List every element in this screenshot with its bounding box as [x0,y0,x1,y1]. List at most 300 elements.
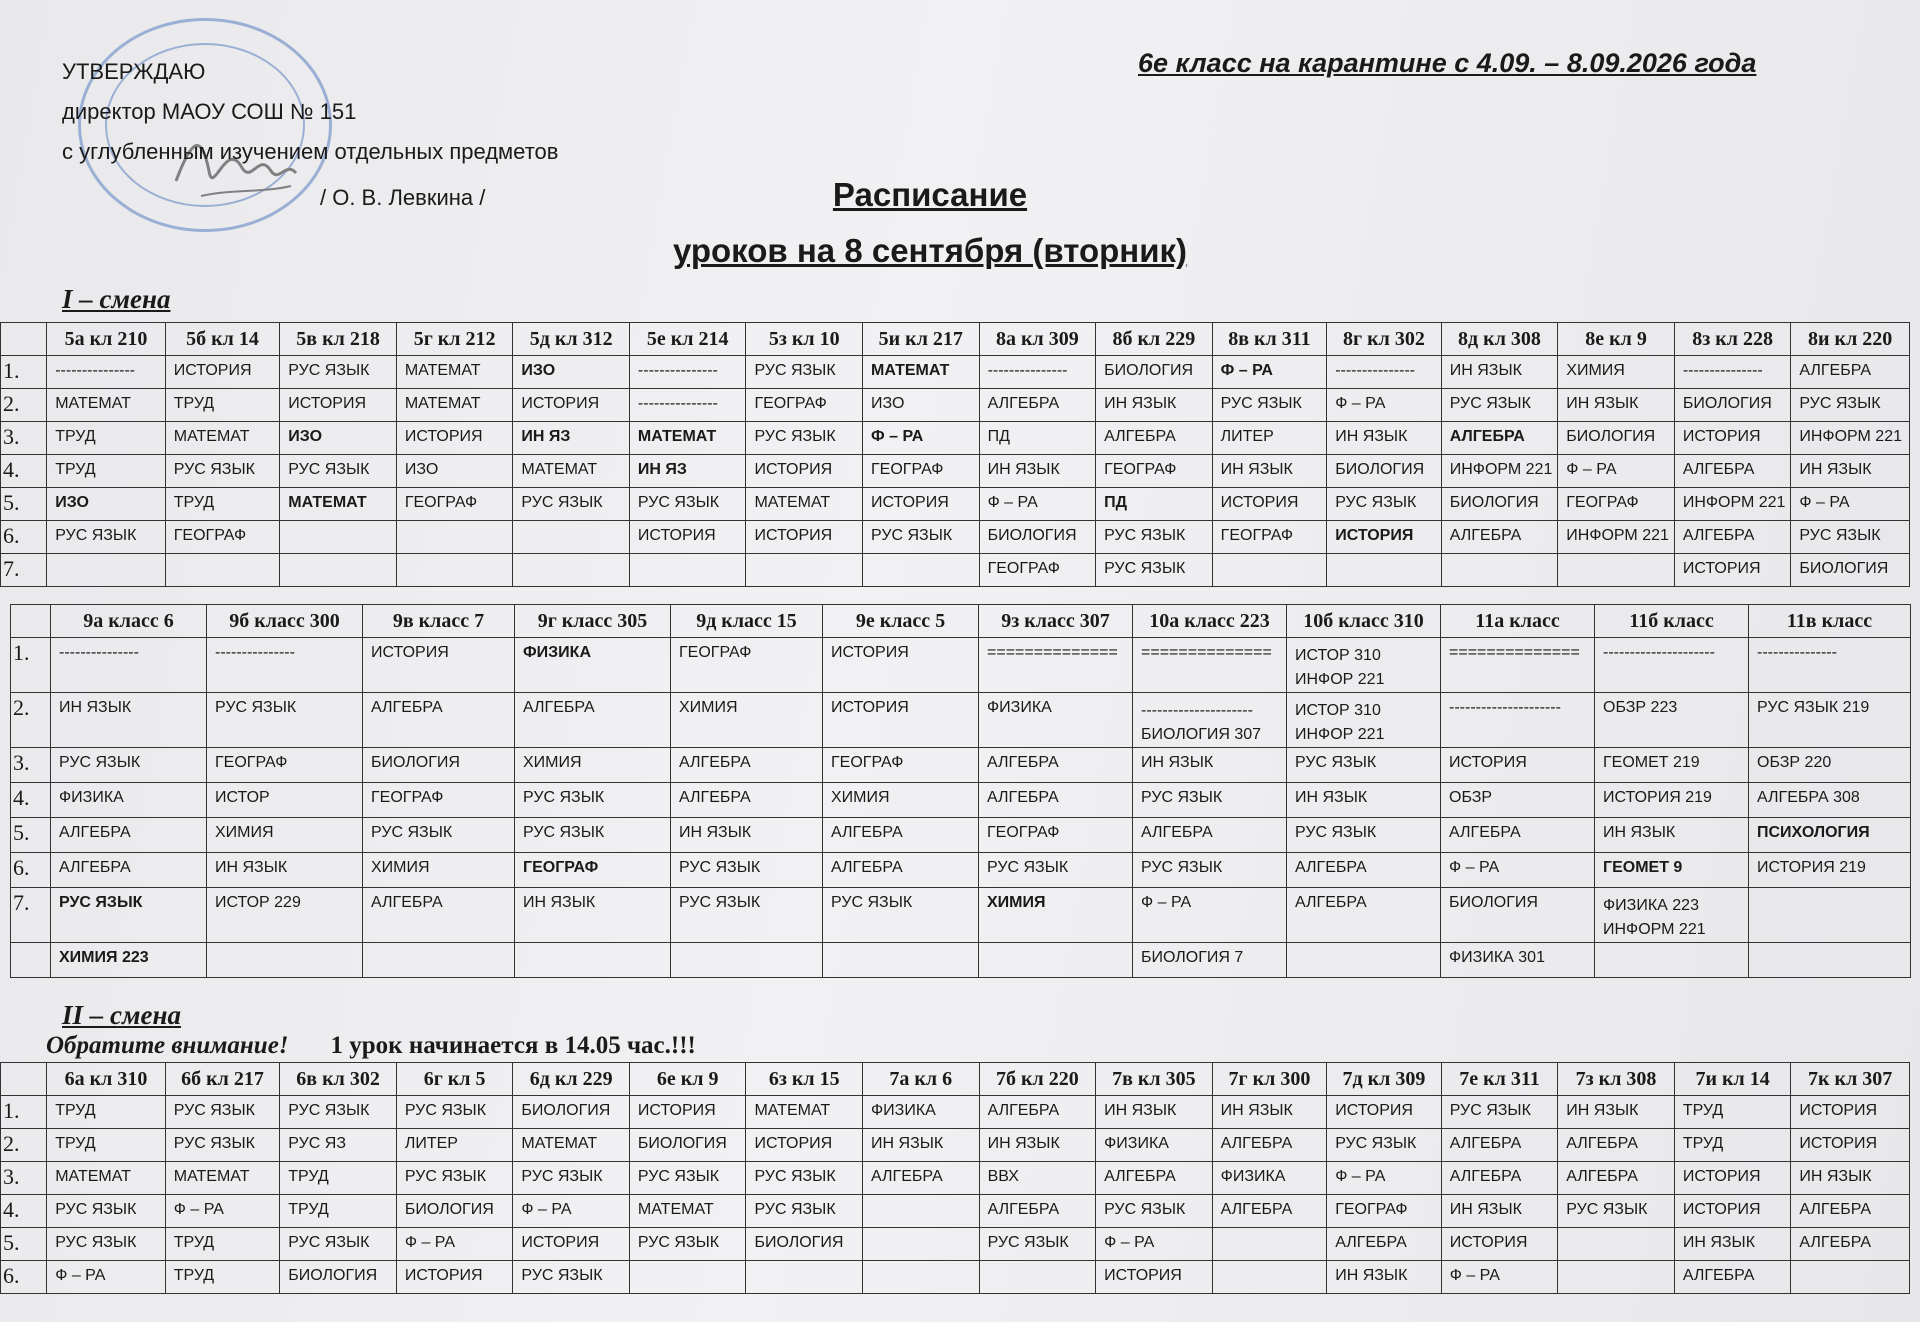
subject-cell: ИСТОРИЯ [746,1129,863,1162]
class-header: 8з кл 228 [1674,323,1791,356]
subject-cell: ФИЗИКА [979,693,1133,748]
subject-cell: РУС ЯЗЫК [1133,783,1287,818]
lesson-row [1,1228,1910,1261]
lesson-number: 1. [1,1096,47,1129]
subject-cell: ИН ЯЗ [629,455,746,488]
subject-cell: ТРУД [47,1096,166,1129]
lesson-row [1,554,1910,587]
subject-cell: ИСТОРИЯ [863,488,980,521]
subject-cell: ИН ЯЗЫК [207,853,363,888]
lesson-row [11,818,1911,853]
subject-cell: ТРУД [1674,1129,1791,1162]
subject-cell: ГЕОГРАФ [1096,455,1213,488]
director-signature: / О. В. Левкина / [320,185,486,210]
class-header: 5д кл 312 [513,323,630,356]
class-header: 8и кл 220 [1791,323,1910,356]
subject-cell: РУС ЯЗЫК [363,818,515,853]
subject-cell: РУС ЯЗЫК [47,1228,166,1261]
subject-cell [363,943,515,978]
subject-cell [47,554,166,587]
subject-cell: МАТЕМАТ [396,356,513,389]
class-header: 5з кл 10 [746,323,863,356]
notice-start-time: 1 урок начинается в 14.05 час.!!! [330,1032,696,1059]
subject-cell [746,554,863,587]
subject-cell: ГЕОМЕТ 9 [1595,853,1749,888]
subject-cell: МАТЕМАТ [746,1096,863,1129]
subject-cell: БИОЛОГИЯ [1441,488,1558,521]
subject-cell: ИСТОРИЯ [1674,1195,1791,1228]
lesson-number: 1. [11,638,51,693]
subject-cell: АЛГЕБРА [363,888,515,943]
subject-cell: РУС ЯЗЫК [47,1195,166,1228]
subject-cell: ИСТОРИЯ [1441,1228,1558,1261]
lesson-row [1,356,1910,389]
subject-cell: ХИМИЯ [515,748,671,783]
subject-cell: РУС ЯЗЫК [1287,818,1441,853]
class-header: 5г кл 212 [396,323,513,356]
subject-cell: РУС ЯЗЫК [979,853,1133,888]
subject-cell: АЛГЕБРА [1327,1228,1442,1261]
subject-cell [513,554,630,587]
subject-cell: АЛГЕБРА [1096,422,1213,455]
subject-cell: ИН ЯЗЫК [1558,389,1675,422]
subject-cell: БИОЛОГИЯ [629,1129,746,1162]
subject-cell: РУС ЯЗЫК [671,853,823,888]
subject-cell: ИСТОР [207,783,363,818]
subject-cell: ТРУД [47,455,166,488]
subject-line: БИОЛОГИЯ 307 [1141,726,1262,743]
subject-cell: ИНФОРМ 221 [1441,455,1558,488]
subject-cell: ИСТОРИЯ [396,422,513,455]
subject-cell: ТРУД [165,1228,280,1261]
subject-cell: Ф – РА [1096,1228,1213,1261]
subject-cell: РУС ЯЗЫК [396,1162,513,1195]
subject-cell [1558,554,1675,587]
subject-cell: ТРУД [280,1162,397,1195]
approval-block [62,52,558,172]
subject-cell: ИСТОРИЯ [1441,748,1595,783]
subject-cell: АЛГЕБРА [51,818,207,853]
lesson-number-header [11,605,51,638]
subject-cell: ИСТОРИЯ [513,1228,630,1261]
subject-cell: АЛГЕБРА [1096,1162,1213,1195]
subject-cell: Ф – РА [396,1228,513,1261]
shift-1-label: I – смена [62,284,171,314]
class-header: 5б кл 14 [165,323,280,356]
subject-cell: ГЕОГРАФ [746,389,863,422]
lesson-row [1,1195,1910,1228]
subject-cell: РУС ЯЗЫК [979,1228,1096,1261]
subject-cell: МАТЕМАТ [396,389,513,422]
subject-cell: ИН ЯЗЫК [979,455,1096,488]
subject-cell: РУС ЯЗЫК [513,1162,630,1195]
subject-cell [863,1195,980,1228]
subject-cell: Ф – РА [1133,888,1287,943]
subject-cell [979,1261,1096,1294]
subject-cell: РУС ЯЗЫК [1558,1195,1675,1228]
subject-cell: АЛГЕБРА [1212,1129,1327,1162]
subject-cell: ТРУД [165,1261,280,1294]
subject-cell: Ф – РА [47,1261,166,1294]
subject-cell: АЛГЕБРА [979,748,1133,783]
subject-cell: ГЕОГРАФ [1212,521,1327,554]
subject-cell: ФИЗИКА [1212,1162,1327,1195]
subject-cell: ИНФОРМ 221 [1791,422,1910,455]
lesson-row [1,455,1910,488]
subject-cell [1558,1228,1675,1261]
subject-cell: РУС ЯЗЫК [165,1129,280,1162]
subject-cell: РУС ЯЗЫК [280,1228,397,1261]
subject-cell: Ф – РА [1212,356,1327,389]
class-header: 6з кл 15 [746,1063,863,1096]
subject-cell [1327,554,1442,587]
subject-cell [396,521,513,554]
subject-cell: АЛГЕБРА [979,783,1133,818]
subject-cell [1595,943,1749,978]
subject-cell: РУС ЯЗЫК [1791,521,1910,554]
lesson-number: 7. [1,554,47,587]
subject-cell: РУС ЯЗЫК [863,521,980,554]
subject-cell [396,554,513,587]
class-header: 5е кл 214 [629,323,746,356]
class-header: 8а кл 309 [979,323,1096,356]
subject-cell: РУС ЯЗЫК [746,1162,863,1195]
class-header: 9е класс 5 [823,605,979,638]
subject-cell: ИН ЯЗЫК [671,818,823,853]
class-header: 7е кл 311 [1441,1063,1558,1096]
lesson-number: 4. [1,455,47,488]
notice-attention: Обратите внимание! [46,1032,289,1059]
subject-cell: ЛИТЕР [396,1129,513,1162]
subject-cell: ИН ЯЗЫК [1791,455,1910,488]
subject-cell: АЛГЕБРА 308 [1749,783,1911,818]
subject-cell: ПСИХОЛОГИЯ [1749,818,1911,853]
lesson-number: 1. [1,356,47,389]
subject-cell: ИСТОРИЯ [1212,488,1327,521]
subject-cell: --------------------- [1441,693,1595,748]
header-row [1,323,1910,356]
subject-cell: ИСТОРИЯ [280,389,397,422]
subject-cell: БИОЛОГИЯ [396,1195,513,1228]
subject-cell: АЛГЕБРА [1441,422,1558,455]
subject-cell: АЛГЕБРА [1133,818,1287,853]
header-row [1,1063,1910,1096]
subject-cell: МАТЕМАТ [629,422,746,455]
subject-cell [515,943,671,978]
subject-cell: ГЕОГРАФ [1327,1195,1442,1228]
class-header: 5и кл 217 [863,323,980,356]
lesson-row [11,748,1911,783]
subject-cell: РУС ЯЗЫК [165,1096,280,1129]
subject-cell: РУС ЯЗЫК [513,488,630,521]
subject-cell: ИСТОРИЯ [823,638,979,693]
subject-cell: ИН ЯЗЫК [1096,1096,1213,1129]
subject-cell [1133,693,1287,748]
subject-line: ИНФОРМ 221 [1603,921,1706,938]
subject-cell: Ф – РА [1327,389,1442,422]
subject-cell: АЛГЕБРА [1441,1129,1558,1162]
subject-cell: ИН ЯЗЫК [863,1129,980,1162]
subject-cell [513,521,630,554]
subject-cell: РУС ЯЗЫК [1212,389,1327,422]
subject-cell: Ф – РА [1791,488,1910,521]
subject-cell: ГЕОГРАФ [165,521,280,554]
subject-cell: РУС ЯЗЫК [746,356,863,389]
subject-cell: РУС ЯЗЫК [515,818,671,853]
subject-cell: --------------- [51,638,207,693]
subject-line: ИСТОР 310 [1295,647,1381,664]
subject-cell: АЛГЕБРА [1558,1129,1675,1162]
subject-cell: --------------- [207,638,363,693]
subject-cell: АЛГЕБРА [515,693,671,748]
class-header: 10а класс 223 [1133,605,1287,638]
subject-cell: ИН ЯЗЫК [1212,455,1327,488]
subject-cell [1287,943,1441,978]
subject-cell [1791,1261,1910,1294]
class-header: 9д класс 15 [671,605,823,638]
lesson-number: 3. [1,1162,47,1195]
subject-cell: РУС ЯЗЫК [1096,1195,1213,1228]
subject-cell: РУС ЯЗЫК [746,422,863,455]
subject-cell: ИСТОРИЯ [165,356,280,389]
subject-cell: РУС ЯЗЫК [823,888,979,943]
quarantine-note: 6е класс на карантине с 4.09. – 8.09.2026 года [1138,48,1757,78]
subject-cell: РУС ЯЗЫК [671,888,823,943]
subject-cell: ГЕОГРАФ [396,488,513,521]
subject-cell: АЛГЕБРА [979,1096,1096,1129]
subject-cell: МАТЕМАТ [746,488,863,521]
subject-cell: ИСТОРИЯ [1674,554,1791,587]
lesson-row [1,521,1910,554]
subject-cell: ТРУД [47,1129,166,1162]
subject-cell: АЛГЕБРА [1287,888,1441,943]
subject-cell: МАТЕМАТ [47,389,166,422]
subject-cell: БИОЛОГИЯ [1791,554,1910,587]
lesson-number-header [1,1063,47,1096]
class-header: 6г кл 5 [396,1063,513,1096]
subject-line: ИСТОР 310 [1295,702,1381,719]
subject-cell: МАТЕМАТ [165,1162,280,1195]
subject-cell [1212,1228,1327,1261]
class-header: 8в кл 311 [1212,323,1327,356]
subject-cell: РУС ЯЗЫК [746,1195,863,1228]
shift-2-label: II – смена [62,1000,181,1030]
director-title: директор МАОУ СОШ № 151 [62,99,357,124]
subject-cell: БИОЛОГИЯ [979,521,1096,554]
subject-cell [1287,693,1441,748]
school-description: с углубленным изучением отдельных предметов [62,139,559,164]
subject-cell: РУС ЯЗЫК [165,455,280,488]
subject-cell: МАТЕМАТ [513,1129,630,1162]
subject-cell: АЛГЕБРА [823,853,979,888]
lesson-number: 7. [11,888,51,943]
subject-cell: АЛГЕБРА [1441,1162,1558,1195]
subject-cell: БИОЛОГИЯ 7 [1133,943,1287,978]
lesson-row [1,1129,1910,1162]
class-header: 7к кл 307 [1791,1063,1910,1096]
class-header: 6б кл 217 [165,1063,280,1096]
class-header: 9а класс 6 [51,605,207,638]
lesson-row [1,488,1910,521]
lesson-row [11,638,1911,693]
subject-cell: ИЗО [513,356,630,389]
subject-cell: ГЕОМЕТ 219 [1595,748,1749,783]
subject-cell: ИН ЯЗЫК [1791,1162,1910,1195]
class-header: 5а кл 210 [47,323,166,356]
lesson-number: 6. [11,853,51,888]
subject-cell: РУС ЯЗЫК [629,1162,746,1195]
lesson-number [11,943,51,978]
subject-cell: ИЗО [396,455,513,488]
subject-cell: ТРУД [165,389,280,422]
subject-cell [746,1261,863,1294]
lesson-row [1,1096,1910,1129]
lesson-row [1,422,1910,455]
class-header: 6д кл 229 [513,1063,630,1096]
subject-cell: ИН ЯЗЫК [1441,356,1558,389]
subject-cell: ИН ЯЗЫК [1133,748,1287,783]
subject-cell: РУС ЯЗЫК [629,1228,746,1261]
subject-cell: РУС ЯЗЫК [280,356,397,389]
subject-cell: ИСТОРИЯ 219 [1595,783,1749,818]
shift-1-grades-5-8-table [0,322,1910,587]
subject-cell: ИЗО [47,488,166,521]
subject-cell: РУС ЯЗЫК [51,888,207,943]
subject-cell: ИН ЯЗЫК [979,1129,1096,1162]
subject-cell: РУС ЯЗЫК 219 [1749,693,1911,748]
class-header: 9б класс 300 [207,605,363,638]
subject-cell: ГЕОГРАФ [671,638,823,693]
subject-cell: --------------- [47,356,166,389]
subject-cell: БИОЛОГИЯ [1327,455,1442,488]
lesson-number: 2. [1,1129,47,1162]
lesson-row [11,693,1911,748]
subject-cell: МАТЕМАТ [513,455,630,488]
subject-line: --------------------- [1141,702,1253,719]
class-header: 5в кл 218 [280,323,397,356]
lesson-number: 6. [1,521,47,554]
subject-cell: ИСТОРИЯ [629,1096,746,1129]
subject-cell: АЛГЕБРА [1558,1162,1675,1195]
class-header: 7а кл 6 [863,1063,980,1096]
subject-cell: ТРУД [47,422,166,455]
subject-cell [629,554,746,587]
subject-cell: РУС ЯЗЫК [1791,389,1910,422]
subject-cell [1558,1261,1675,1294]
subject-cell: ГЕОГРАФ [515,853,671,888]
subject-cell: РУС ЯЗЫК [1441,389,1558,422]
subject-cell [280,554,397,587]
subject-cell [1212,554,1327,587]
subject-cell: АЛГЕБРА [1791,1228,1910,1261]
subject-cell [863,1228,980,1261]
subject-cell: ИЗО [863,389,980,422]
subject-cell: АЛГЕБРА [1791,356,1910,389]
subject-line: ИНФОР 221 [1295,726,1385,743]
subject-cell [823,943,979,978]
subject-cell: ============== [979,638,1133,693]
subject-cell: МАТЕМАТ [165,422,280,455]
subject-cell: АЛГЕБРА [1212,1195,1327,1228]
class-header: 7г кл 300 [1212,1063,1327,1096]
subject-cell: ТРУД [1674,1096,1791,1129]
subject-cell: ОБЗР 223 [1595,693,1749,748]
subject-cell: --------------------- [1595,638,1749,693]
subject-cell: АЛГЕБРА [1441,818,1595,853]
lesson-number: 2. [11,693,51,748]
subject-cell: ХИМИЯ [1558,356,1675,389]
class-header: 6в кл 302 [280,1063,397,1096]
lesson-row [1,389,1910,422]
subject-cell: --------------- [1674,356,1791,389]
subject-cell: ЛИТЕР [1212,422,1327,455]
subject-cell: ИСТОРИЯ [1674,422,1791,455]
subject-cell [280,521,397,554]
subject-line: ИНФОР 221 [1295,671,1385,688]
lesson-row [1,1261,1910,1294]
lesson-number: 2. [1,389,47,422]
class-header: 7в кл 305 [1096,1063,1213,1096]
subject-cell: МАТЕМАТ [629,1195,746,1228]
subject-cell: Ф – РА [513,1195,630,1228]
subject-cell: ИН ЯЗЫК [1327,1261,1442,1294]
subject-cell [671,943,823,978]
subject-cell [863,554,980,587]
subject-cell [1441,554,1558,587]
subject-cell: БИОЛОГИЯ [513,1096,630,1129]
lesson-row [11,853,1911,888]
subject-cell: Ф – РА [1327,1162,1442,1195]
subject-cell: ИН ЯЗ [513,422,630,455]
subject-cell: ФИЗИКА [515,638,671,693]
subject-cell: РУС ЯЗЫК [513,1261,630,1294]
class-header: 8е кл 9 [1558,323,1675,356]
subject-cell: ИСТОРИЯ [396,1261,513,1294]
subject-cell: --------------- [979,356,1096,389]
subject-cell: ИСТОРИЯ [746,521,863,554]
subject-cell: ИСТОРИЯ [629,521,746,554]
subject-cell: ИСТОРИЯ [1791,1129,1910,1162]
subject-cell: ИН ЯЗЫК [1595,818,1749,853]
subject-cell: ИН ЯЗЫК [1674,1228,1791,1261]
subject-cell [1212,1261,1327,1294]
subject-cell: БИОЛОГИЯ [746,1228,863,1261]
subject-cell: ИСТОРИЯ [1096,1261,1213,1294]
subject-cell: РУС ЯЗЫК [1287,748,1441,783]
subject-cell: РУС ЯЗЫК [1327,1129,1442,1162]
subject-cell: Ф – РА [165,1195,280,1228]
class-header: 6е кл 9 [629,1063,746,1096]
subject-cell: АЛГЕБРА [863,1162,980,1195]
subject-cell: ХИМИЯ [823,783,979,818]
subject-cell: РУС ЯЗЫК [629,488,746,521]
subject-cell: БИОЛОГИЯ [1096,356,1213,389]
subject-cell: РУС ЯЗЫК [1133,853,1287,888]
class-header: 9в класс 7 [363,605,515,638]
subject-cell: ИСТОРИЯ [1791,1096,1910,1129]
class-header: 6а кл 310 [47,1063,166,1096]
subject-cell: АЛГЕБРА [1441,521,1558,554]
class-header: 11а класс [1441,605,1595,638]
subject-cell: РУС ЯЗЫК [207,693,363,748]
subject-cell: РУС ЯЗЫК [396,1096,513,1129]
subject-cell: ИСТОРИЯ [823,693,979,748]
subject-cell: ОБЗР [1441,783,1595,818]
lesson-row [1,1162,1910,1195]
lesson-number: 5. [1,1228,47,1261]
subject-cell: АЛГЕБРА [1674,455,1791,488]
subject-cell: БИОЛОГИЯ [363,748,515,783]
